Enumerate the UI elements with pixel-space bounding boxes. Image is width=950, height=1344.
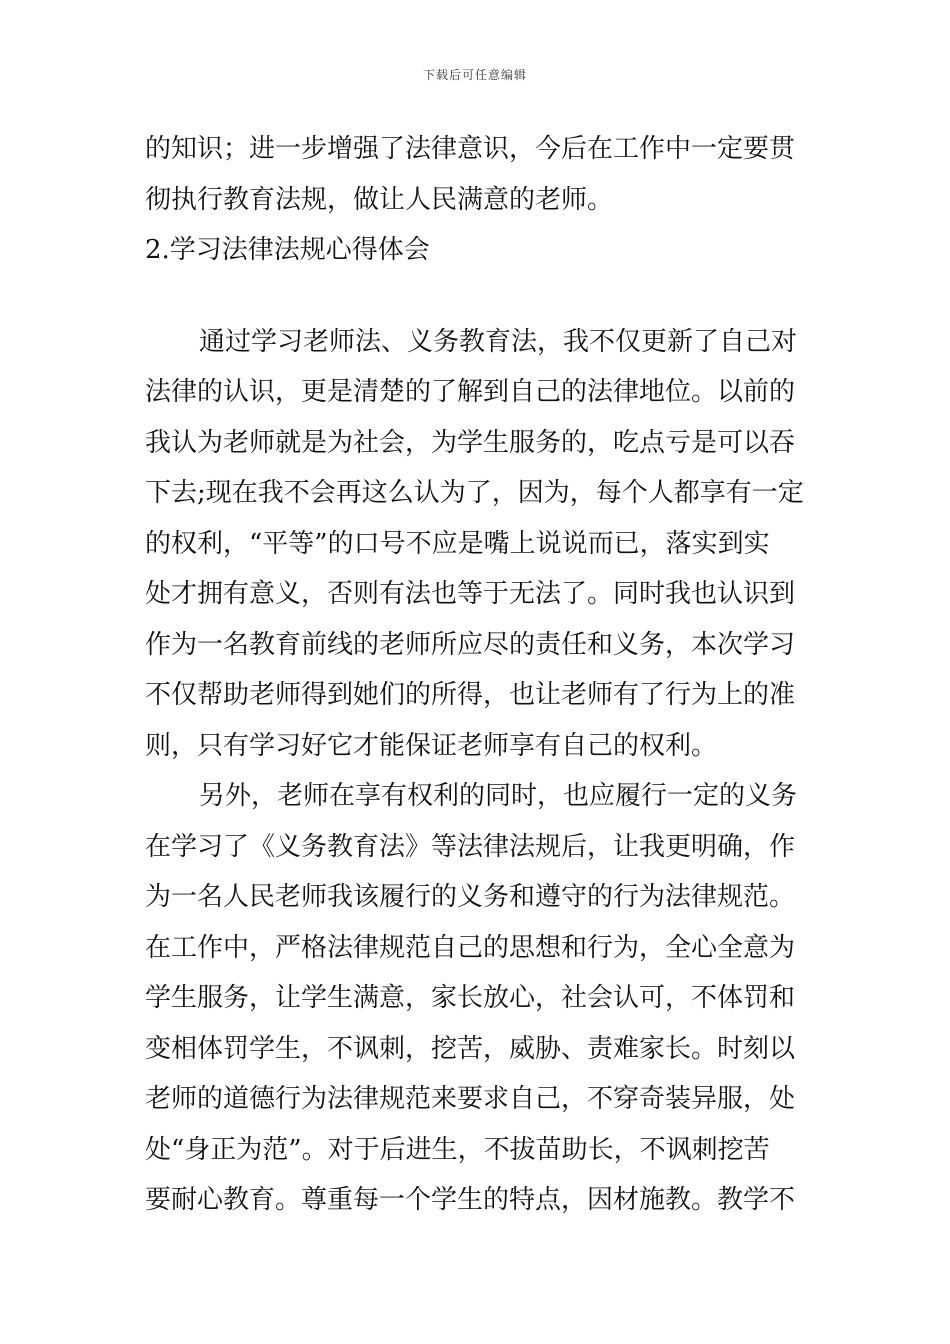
body-text <box>145 124 807 1226</box>
text-line: 作为一名教育前线的老师所应尽的责任和义务，本次学习 <box>145 629 796 660</box>
text-line: 的知识；进一步增强了法律意识，今后在工作中一定要贯 <box>145 134 796 164</box>
text-line: 老师的道德行为法律规范来要求自己，不穿奇装异服，处 <box>145 1084 796 1114</box>
text-line: 则，只有学习好它才能保证老师享有自己的权利。 <box>145 730 718 761</box>
text-line: 为一名人民老师我该履行的义务和遵守的行为法律规范。 <box>145 882 796 912</box>
paragraph-start: 通过学习老师法、义务教育法，我不仅更新了自己对 <box>199 326 798 357</box>
text-line: 要耐心教育。尊重每一个学生的特点，因材施教。教学不 <box>145 1185 796 1215</box>
text-line: 的权利，“平等”的口号不应是嘴上说说而已，落实到实 <box>145 528 770 559</box>
page-header: 下载后可任意编辑 <box>422 68 527 82</box>
text-line: 在学习了《义务教育法》等法律法规后，让我更明确，作 <box>145 831 796 862</box>
text-line: 学生服务，让学生满意，家长放心，社会认可，不体罚和 <box>145 983 796 1013</box>
text-line: 在工作中，严格法律规范自己的思想和行为，全心全意为 <box>145 932 796 963</box>
paragraph-start: 另外，老师在享有权利的同时，也应履行一定的义务 <box>199 781 798 811</box>
text-line: 彻执行教育法规，做让人民满意的老师。 <box>145 184 614 215</box>
text-line: 处才拥有意义，否则有法也等于无法了。同时我也认识到 <box>145 579 796 609</box>
text-line: 变相体罚学生，不讽刺，挖苦，威胁、责难家长。时刻以 <box>145 1033 796 1064</box>
section-heading: 2.学习法律法规心得体会 <box>145 235 430 265</box>
text-line: 下去;现在我不会再这么认为了，因为，每个人都享有一定 <box>145 478 804 508</box>
text-line: 法律的认识，更是清楚的了解到自己的法律地位。以前的 <box>145 377 796 407</box>
text-line: 不仅帮助老师得到她们的所得，也让老师有了行为上的准 <box>145 680 796 710</box>
text-line: 我认为老师就是为社会，为学生服务的，吃点亏是可以吞 <box>145 427 796 458</box>
text-line: 处“身正为范”。对于后进生，不拔苗助长，不讽刺挖苦 <box>145 1134 770 1165</box>
paragraph-gap <box>145 276 807 317</box>
